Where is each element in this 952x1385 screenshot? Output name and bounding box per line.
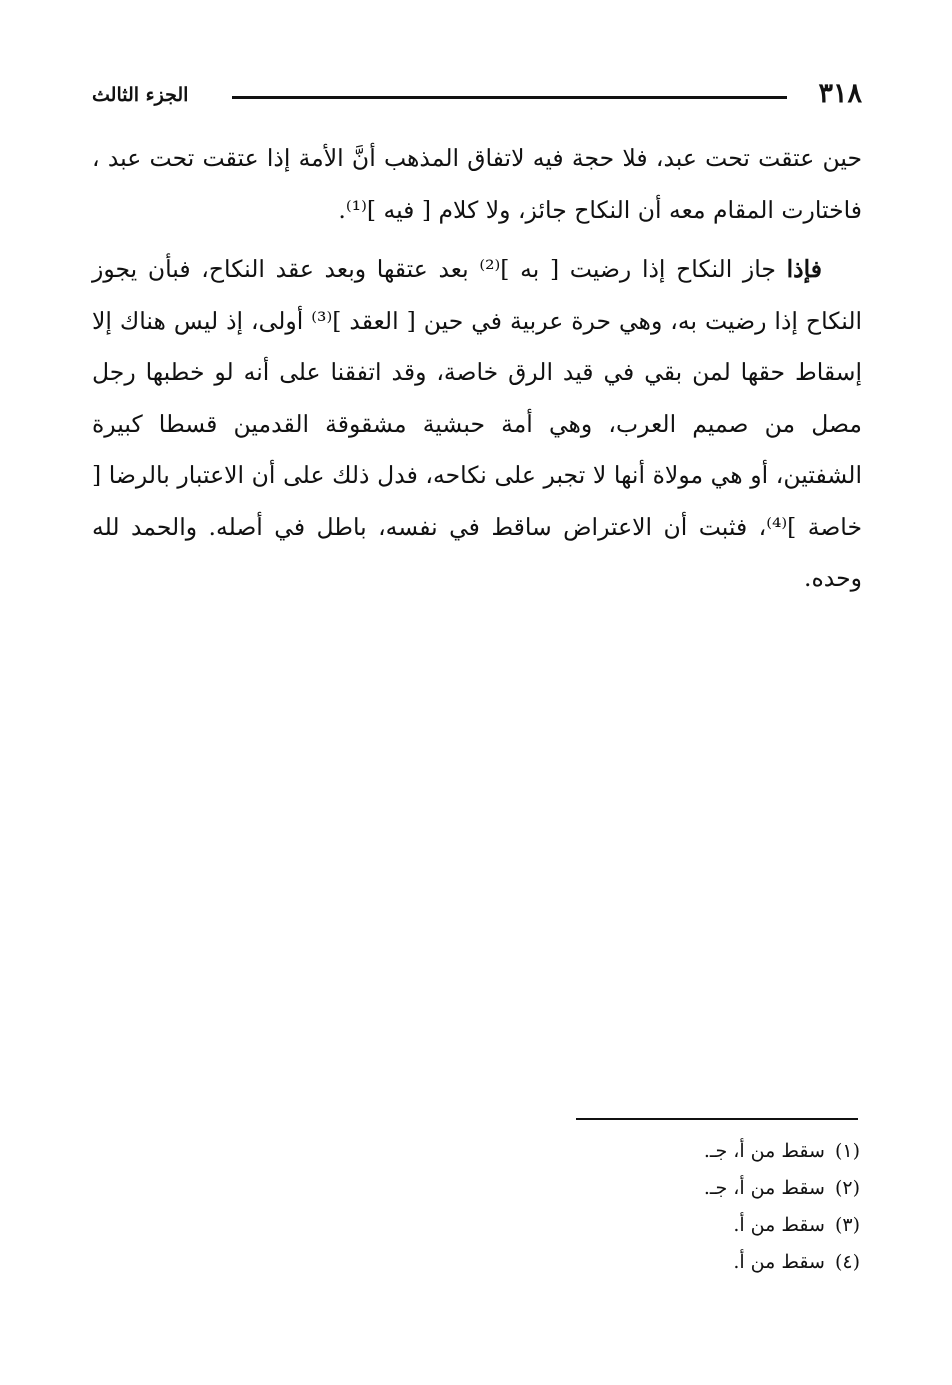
header-rule [232, 96, 787, 99]
footnote-text: سقط من أ. [733, 1214, 825, 1236]
footnote-item [460, 1207, 860, 1244]
footnote-text: سقط من أ. [733, 1251, 825, 1273]
main-text [92, 133, 862, 605]
footnote-number: (١) [834, 1140, 860, 1162]
footnote-text: سقط من أ، جـ. [703, 1140, 825, 1162]
paragraph-2-text: جاز النكاح إذا رضيت [ به ]⁽²⁾ بعد عتقها وبعد عقد النكاح، فبأن يجوز النكاح إذا رضيت به، وهي حرة عربية في حين [ العقد ]⁽³⁾ أولى، إذ ليس هناك إلا إسقاط حقها لمن بقي في قيد الرق خاصة، وقد اتفقنا على أنه لو خطبها رجل مصل من صميم العرب، وهي أمة حبشية مشقوقة القدمين قسطا كبيرة الشفتين، أو هي مولاة أنها لا تجبر على نكاحه، فدل ذلك على أن الاعتبار بالرضا [ خاصة ]⁽⁴⁾، فثبت أن الاعتراض ساقط في نفسه، باطل في أصله. والحمد لله وحده. [92, 255, 863, 592]
footnote-number: (٣) [834, 1214, 860, 1236]
footnote-item [460, 1170, 860, 1207]
paragraph-2 [92, 244, 862, 605]
page-number: ٣١٨ [818, 78, 862, 109]
footnote-number: (٤) [834, 1251, 860, 1273]
running-title: الجزء الثالث [92, 84, 189, 106]
footnote-number: (٢) [834, 1177, 860, 1199]
footnote-item [460, 1244, 860, 1281]
footnotes [460, 1133, 860, 1281]
paragraph-2-lead-word: فإذا [786, 255, 822, 283]
footnote-item [460, 1133, 860, 1170]
footnote-text: سقط من أ، جـ. [703, 1177, 825, 1199]
paragraph-1: حين عتقت تحت عبد، فلا حجة فيه لاتفاق المذهب أنَّ الأمة إذا عتقت تحت عبد ، فاختارت المقام معه أن النكاح جائز، ولا كلام [ فيه ]⁽¹⁾. [92, 144, 862, 224]
page-header [92, 78, 862, 122]
footnote-separator [576, 1118, 858, 1120]
